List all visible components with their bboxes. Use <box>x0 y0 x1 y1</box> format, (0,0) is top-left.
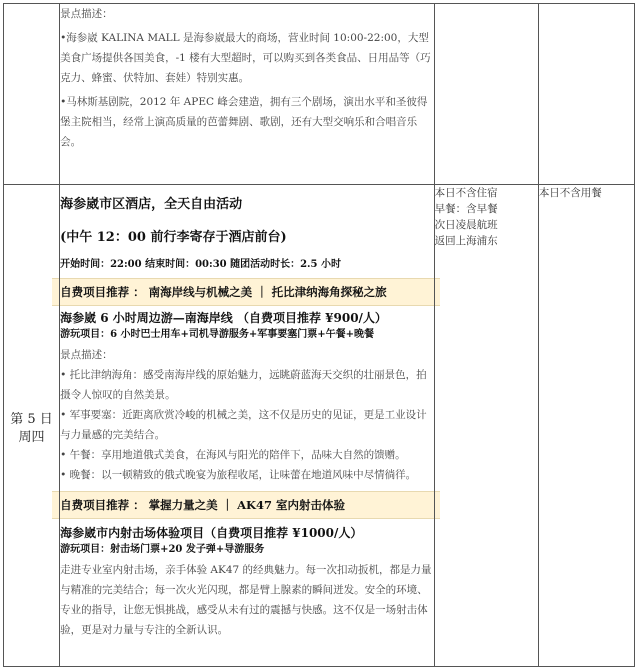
day-cell-prev <box>4 4 60 185</box>
meal-info: 本日不含用餐 <box>538 187 602 199</box>
section-label: 景点描述： <box>60 349 113 361</box>
list-item: • 午餐：享用地道俄式美食，在海风与阳光的陪伴下，品味大自然的馈赠。 <box>60 449 406 461</box>
main-cell-day5 <box>60 185 435 667</box>
option-banner-1: 自费项目推荐 ： 南海岸线与机械之美 ｜ 托比津纳海角探秘之旅 <box>52 278 440 306</box>
meal-cell <box>538 185 634 667</box>
activity-times: 开始时间：22:00 结束时间：00:30 随团活动时长：2.5 小时 <box>60 259 341 270</box>
option-items-2: 游玩项目：射击场门票+20 发子弹+导游服务 <box>60 544 265 555</box>
list-item: • 托比津纳海角：感受南海岸线的原始魅力，远眺蔚蓝海天交织的壮丽景色，拍摄令人惊叹的自然美景。 <box>60 369 427 401</box>
option-banner-2: 自费项目推荐 ： 掌握力量之美 ｜ AK47 室内射击体验 <box>52 491 440 519</box>
meal-cell-prev <box>538 4 634 185</box>
section-label: 景点描述： <box>60 8 113 20</box>
day-number: 第 5 日 <box>10 412 53 427</box>
stay-info: 本日不含住宿 早餐：含早餐 次日凌晨航班 返回上海浦东 <box>434 187 498 247</box>
day-title: 海参崴市区酒店，全天自由活动 <box>60 197 243 212</box>
list-item: • 晚餐：以一顿精致的俄式晚宴为旅程收尾，让味蕾在地道风味中尽情徜徉。 <box>60 469 417 481</box>
option-desc-2: 走进专业室内射击场，亲手体验 AK47 的经典魅力。每一次扣动扳机，都是力量与精准的完美结合；每一次火光闪现，都是臂上腺素的瞬间迸发。安全的环境、专业的指导，让您无惧挑战，感受从未有过的震撼与快感。这不仅是一场射击体验，更是对力量与专注的全新认识。 <box>60 564 432 636</box>
day-weekday: 周四 <box>18 430 45 445</box>
itinerary-table <box>3 3 635 667</box>
table-row-prev <box>4 4 635 185</box>
table-row-day5 <box>4 185 635 667</box>
list-item: •海参崴 KALINA MALL 是海参崴最大的商场，营业时间 10:00-22:00，大型美食广场提供各国美食，-1 楼有大型超时，可以购买到各类食品、日用品等（巧克力、蜂蜜、伏特加、套娃）特别实惠。 <box>60 32 431 84</box>
stay-cell <box>434 185 538 667</box>
day-subtitle: (中午 12：00 前行李寄存于酒店前台) <box>60 230 287 245</box>
option-title-1: 海参崴 6 小时周边游—南海岸线 （自费项目推荐 ¥900/人） <box>60 311 387 325</box>
day-cell <box>4 185 60 667</box>
main-cell-prev <box>60 4 435 185</box>
list-item: • 军事要塞：近距离欣赏冷峻的机械之美，这不仅是历史的见证，更是工业设计与力量感的完美结合。 <box>60 409 427 441</box>
option-title-2: 海参崴市内射击场体验项目（自费项目推荐 ¥1000/人） <box>60 526 363 540</box>
stay-cell-prev <box>434 4 538 185</box>
list-item: •马林斯基剧院，2012 年 APEC 峰会建造，拥有三个剧场，演出水平和圣彼得堡主院相当，经常上演高质量的芭蕾舞剧、歌剧，还有大型交响乐和合唱音乐会。 <box>60 96 428 148</box>
option-items-1: 游玩项目：6 小时巴士用车+司机导游服务+军事要塞门票+午餐+晚餐 <box>60 329 375 340</box>
